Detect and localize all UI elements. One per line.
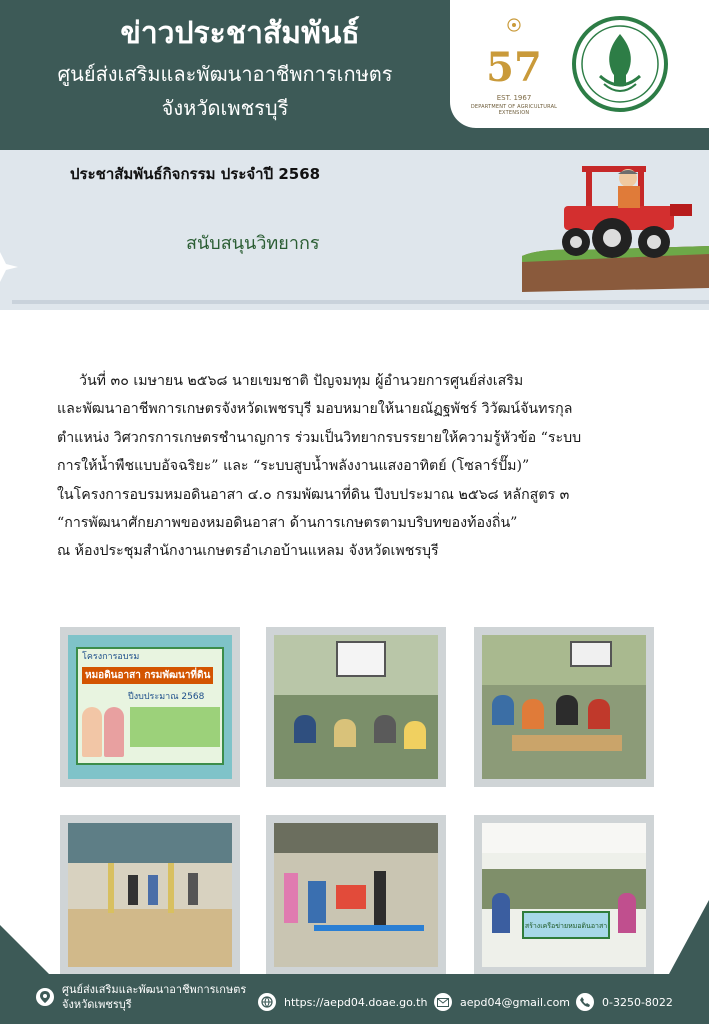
footer-website-link[interactable]: https://aepd04.doae.go.th <box>284 995 428 1009</box>
photo-attendees <box>474 627 654 787</box>
photo-lecture-room <box>266 627 446 787</box>
footer-phone[interactable] <box>576 993 673 1011</box>
photo6-banner: สร้างเครือข่ายหมอดินอาสา <box>522 911 610 939</box>
photo1-name: หมอดินอาสา กรมพัฒนาที่ดิน <box>82 667 213 684</box>
org-province: จังหวัดเพชรบุรี <box>161 96 289 120</box>
department-seal-logo <box>570 14 670 114</box>
photo-group <box>474 815 654 975</box>
page-title: ข่าวประชาสัมพันธ์ <box>120 16 360 51</box>
body-line: การให้น้ำพืชแบบอัจฉริยะ” และ “ระบบสูบน้ำพลังงานแสงอาทิตย์ (โซลาร์ปั๊ม)” <box>57 458 530 475</box>
body-line: ในโครงการอบรมหมอดินอาสา ๔.๐ กรมพัฒนาที่ดิน ปีงบประมาณ ๒๕๖๘ หลักสูตร ๓ <box>57 486 570 503</box>
footer-website[interactable] <box>258 993 427 1011</box>
body-line: วันที่ ๓๐ เมษายน ๒๕๖๘ นายเขมชาติ ปัญจมทุม ผู้อำนวยการศูนย์ส่งเสริม <box>79 373 524 389</box>
body-line: ตำแหน่ง วิศวกรการเกษตรชำนาญการ ร่วมเป็นวิทยากรบรรยายให้ความรู้หัวข้อ “ระบบ <box>57 429 582 446</box>
location-pin-icon <box>36 988 54 1006</box>
news-body <box>57 367 674 566</box>
sparkle-icon <box>0 252 20 282</box>
logo-est: EST. 1967 <box>496 94 532 102</box>
emblem-icon <box>494 18 534 32</box>
tractor-illustration <box>520 158 709 296</box>
footer-phone-number[interactable]: 0-3250-8022 <box>602 995 673 1009</box>
footer-address <box>36 982 246 1012</box>
photo-training-banner <box>60 627 240 787</box>
footer-email-link[interactable]: aepd04@gmail.com <box>460 995 571 1009</box>
banner-topic: สนับสนุนวิทยากร <box>186 233 320 254</box>
body-line: “การพัฒนาศักยภาพของหมอดินอาสา ด้านการเกษตรตามบริบทของท้องถิ่น” <box>57 515 518 532</box>
photo-field-site <box>60 815 240 975</box>
anniversary-logo <box>468 18 560 114</box>
photo-pump-demo <box>266 815 446 975</box>
logo-dept: DEPARTMENT OF AGRICULTURAL EXTENSION <box>470 104 558 116</box>
anniversary-number: 57 <box>486 44 542 91</box>
org-name: ศูนย์ส่งเสริมและพัฒนาอาชีพการเกษตร <box>57 62 393 86</box>
footer-address-line1: ศูนย์ส่งเสริมและพัฒนาอาชีพการเกษตร <box>62 983 247 996</box>
mail-icon <box>434 993 452 1011</box>
logo-card <box>450 0 709 128</box>
globe-icon <box>258 993 276 1011</box>
body-line: ณ ห้องประชุมสำนักงานเกษตรอำเภอบ้านแหลม จังหวัดเพชรบุรี <box>57 543 439 560</box>
phone-icon <box>576 993 594 1011</box>
photo1-heading: โครงการอบรม <box>82 652 140 662</box>
footer-email[interactable] <box>434 993 570 1011</box>
photo1-year: ปีงบประมาณ 2568 <box>128 692 205 702</box>
banner-divider <box>12 300 709 304</box>
banner-title: ประชาสัมพันธ์กิจกรรม ประจำปี 2568 <box>70 165 321 183</box>
footer-address-line2: จังหวัดเพชรบุรี <box>62 998 132 1011</box>
body-line: และพัฒนาอาชีพการเกษตรจังหวัดเพชรบุรี มอบหมายให้นายณัฏฐพัชร์ วิวัฒน์จันทรกุล <box>57 401 573 418</box>
footer-wedge-left <box>0 925 50 975</box>
footer-wedge-right <box>669 900 709 974</box>
